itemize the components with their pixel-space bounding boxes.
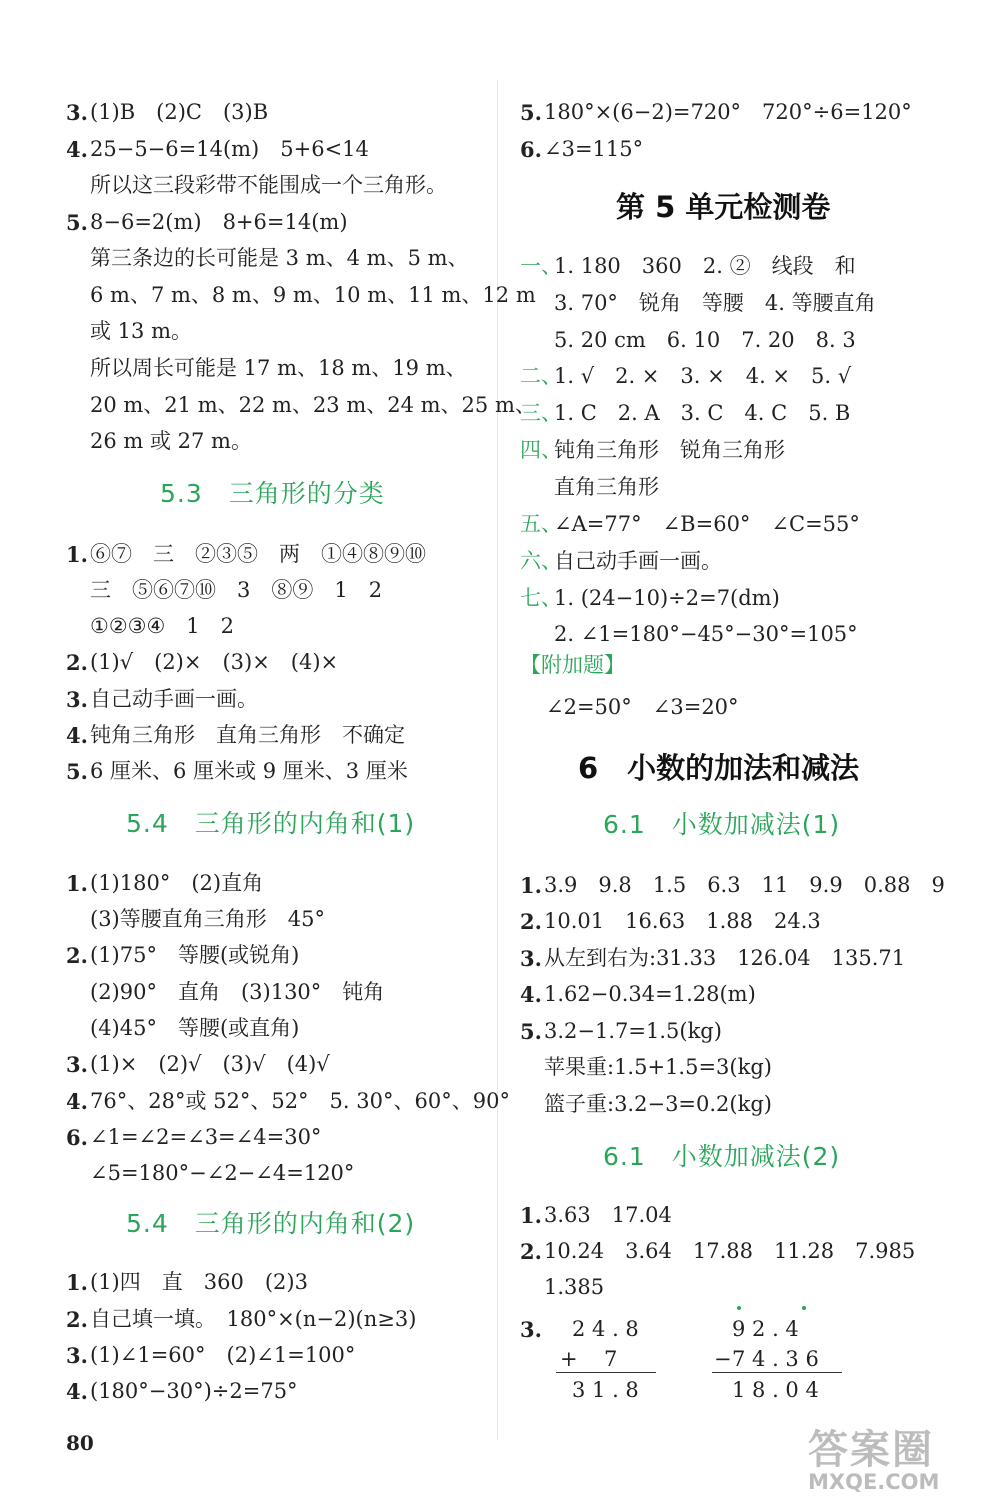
- answer-line: (1)∠1=60° (2)∠1=100°: [90, 1343, 356, 1367]
- answer-line: 8−6=2(m) 8+6=14(m): [90, 210, 348, 234]
- borrow-dot: [737, 1306, 741, 1310]
- calc1-rule: [556, 1372, 656, 1373]
- item-number: 3.: [66, 1052, 88, 1077]
- item-number: 5.: [66, 210, 88, 235]
- watermark-logo-text: 答案圈: [808, 1427, 934, 1473]
- bonus-answer: ∠2=50° ∠3=20°: [546, 695, 739, 719]
- answer-line: 180°×(6−2)=720° 720°÷6=120°: [544, 100, 912, 124]
- bonus-label: 【附加题】: [520, 653, 625, 677]
- answer-line: 苹果重:1.5+1.5=3(kg): [544, 1055, 772, 1079]
- section-heading-5-4-1: 5.4 三角形的内角和(1): [126, 809, 416, 838]
- item-number: 2.: [520, 1239, 542, 1264]
- section-heading-6-1-2: 6.1 小数加减法(2): [603, 1142, 841, 1171]
- answer-line: 三 ⑤⑥⑦⑩ 3 ⑧⑨ 1 2: [90, 578, 383, 602]
- item-number: 3.: [66, 100, 88, 125]
- item-number: 3.: [520, 946, 542, 971]
- answer-line: 2. ∠1=180°−45°−30°=105°: [554, 622, 858, 646]
- item-number: 6.: [520, 137, 542, 162]
- item-number: 三、: [520, 401, 562, 425]
- answer-line: 1. C 2. A 3. C 4. C 5. B: [554, 401, 851, 425]
- item-number: 六、: [520, 549, 562, 573]
- calc1-top: 2 4 . 8: [572, 1317, 639, 1341]
- answer-line: (180°−30°)÷2=75°: [90, 1379, 298, 1403]
- answer-line: 10.24 3.64 17.88 11.28 7.985: [544, 1239, 916, 1263]
- answer-line: 自己动手画一画。: [554, 549, 722, 573]
- item-number: 2.: [520, 909, 542, 934]
- answer-line: ⑥⑦ 三 ②③⑤ 两 ①④⑧⑨⑩: [90, 542, 426, 566]
- calc1-bottom: 7: [604, 1347, 618, 1371]
- borrow-dot: [802, 1306, 806, 1310]
- answer-line: 1. (24−10)÷2=7(dm): [554, 586, 780, 610]
- item-number: 1.: [66, 542, 88, 567]
- answer-line: 1.62−0.34=1.28(m): [544, 982, 756, 1006]
- answer-line: 钝角三角形 直角三角形 不确定: [90, 723, 405, 747]
- test-heading: 第 5 单元检测卷: [616, 190, 831, 224]
- calc2-top: 9 2 . 4: [732, 1317, 799, 1341]
- calc1-operator: +: [560, 1347, 578, 1371]
- item-number: 2.: [66, 943, 88, 968]
- answer-line: 6 厘米、6 厘米或 9 厘米、3 厘米: [90, 759, 408, 783]
- item-number: 4.: [66, 1089, 88, 1114]
- answer-line: (3)等腰直角三角形 45°: [90, 907, 325, 931]
- answer-line: 篮子重:3.2−3=0.2(kg): [544, 1092, 772, 1116]
- item-number: 6.: [66, 1125, 88, 1150]
- item-number: 5.: [520, 100, 542, 125]
- item-number: 5.: [520, 1019, 542, 1044]
- answer-line: 从左到右为:31.33 126.04 135.71: [544, 946, 906, 970]
- answer-line: (1)75° 等腰(或锐角): [90, 943, 300, 967]
- watermark-url: MXQE.COM: [808, 1470, 940, 1494]
- calc2-operator: −: [714, 1347, 732, 1371]
- section-heading-5-3: 5.3 三角形的分类: [160, 479, 385, 508]
- answer-line: (4)45° 等腰(或直角): [90, 1016, 300, 1040]
- item-number: 四、: [520, 438, 562, 462]
- answer-line: 或 13 m。: [90, 319, 192, 343]
- answer-line: 20 m、21 m、22 m、23 m、24 m、25 m、: [90, 393, 536, 417]
- section-heading-6-1-1: 6.1 小数加减法(1): [603, 810, 841, 839]
- calc2-result: 1 8 . 0 4: [732, 1378, 819, 1402]
- answer-line: ∠1=∠2=∠3=∠4=30°: [90, 1125, 322, 1149]
- answer-line: 1. √ 2. × 3. × 4. × 5. √: [554, 364, 852, 388]
- answer-line: ①②③④ 1 2: [90, 614, 235, 638]
- answer-line: 所以这三段彩带不能围成一个三角形。: [90, 173, 447, 197]
- item-number: 4.: [66, 137, 88, 162]
- calc1-result: 3 1 . 8: [572, 1378, 639, 1402]
- item-number: 4.: [520, 982, 542, 1007]
- answer-line: (1)× (2)√ (3)√ (4)√: [90, 1052, 330, 1076]
- page-number: 80: [66, 1431, 94, 1455]
- item-number: 1.: [66, 871, 88, 896]
- answer-line: 10.01 16.63 1.88 24.3: [544, 909, 821, 933]
- item-number: 5.: [66, 759, 88, 784]
- answer-line: 3. 70° 锐角 等腰 4. 等腰直角: [554, 291, 876, 315]
- item-number: 4.: [66, 1379, 88, 1404]
- answer-line: ∠A=77° ∠B=60° ∠C=55°: [554, 512, 860, 536]
- answer-line: 76°、28°或 52°、52° 5. 30°、60°、90°: [90, 1089, 510, 1113]
- answer-line: 3.63 17.04: [544, 1203, 672, 1227]
- item-number: 3.: [66, 1343, 88, 1368]
- answer-line: 钝角三角形 锐角三角形: [554, 438, 785, 462]
- answer-line: 25−5−6=14(m) 5+6<14: [90, 137, 369, 161]
- item-number: 2.: [66, 1307, 88, 1332]
- answer-line: 26 m 或 27 m。: [90, 429, 252, 453]
- answer-line: 1. 180 360 2. ② 线段 和: [554, 254, 856, 278]
- calc2-rule: [712, 1372, 842, 1373]
- answer-line: 3.2−1.7=1.5(kg): [544, 1019, 722, 1043]
- item-number: 4.: [66, 723, 88, 748]
- item-number: 一、: [520, 254, 562, 278]
- calc2-bottom: 7 4 . 3 6: [732, 1347, 819, 1371]
- answer-line: 5. 20 cm 6. 10 7. 20 8. 3: [554, 328, 856, 352]
- answer-line: (1)√ (2)× (3)× (4)×: [90, 650, 339, 674]
- answer-line: 第三条边的长可能是 3 m、4 m、5 m、: [90, 246, 469, 270]
- section-heading-5-4-2: 5.4 三角形的内角和(2): [126, 1209, 416, 1238]
- answer-line: 3.9 9.8 1.5 6.3 11 9.9 0.88 9: [544, 873, 945, 897]
- item-number: 五、: [520, 512, 562, 536]
- answer-line: (2)90° 直角 (3)130° 钝角: [90, 980, 385, 1004]
- watermark: [808, 1418, 998, 1502]
- item-number: 七、: [520, 586, 562, 610]
- answer-line: 自己填一填。 180°×(n−2)(n≥3): [90, 1307, 417, 1331]
- answer-line: 所以周长可能是 17 m、18 m、19 m、: [90, 356, 467, 380]
- answer-line: 直角三角形: [554, 475, 659, 499]
- item-number: 3.: [66, 687, 88, 712]
- answer-line: ∠3=115°: [544, 137, 644, 161]
- answer-line: (1)B (2)C (3)B: [90, 100, 269, 124]
- item-number: 1.: [66, 1270, 88, 1295]
- item-number: 1.: [520, 873, 542, 898]
- calc-item-number: 3.: [520, 1317, 542, 1342]
- item-number: 2.: [66, 650, 88, 675]
- answer-line: 6 m、7 m、8 m、9 m、10 m、11 m、12 m: [90, 283, 536, 307]
- item-number: 二、: [520, 364, 562, 388]
- answer-line: ∠5=180°−∠2−∠4=120°: [90, 1161, 355, 1185]
- answer-line: (1)180° (2)直角: [90, 871, 264, 895]
- item-number: 1.: [520, 1203, 542, 1228]
- answer-line: 1.385: [544, 1275, 605, 1299]
- chapter-heading: 6 小数的加法和减法: [578, 751, 860, 785]
- answer-line: (1)四 直 360 (2)3: [90, 1270, 308, 1294]
- answer-line: 自己动手画一画。: [90, 687, 258, 711]
